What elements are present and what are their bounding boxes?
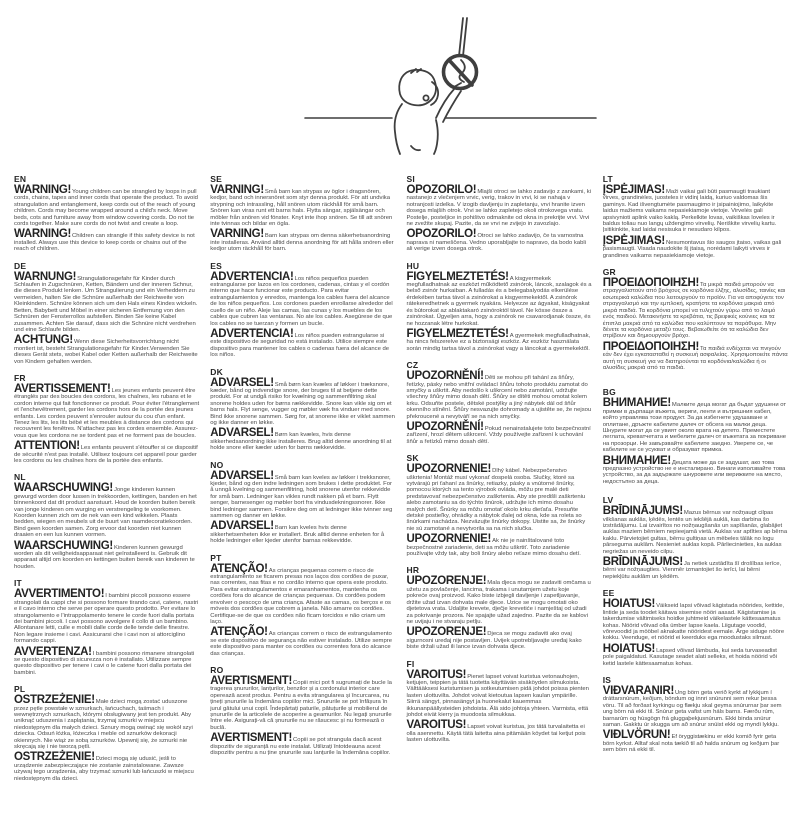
warning-body: Pienet lapset voivat kuristua vetonauhojen, ketjujen, teippien ja tätä tuotetta käyttävän sisäköyden silmukoista. Välttääksesi kuristumisen ja sotkeutumisen pidä johdot poissa pienten lasten ulottuvilta. Johdot voivat kietoutua lapsen kaulan ympärille. Siirrä sängyt, pinnasängyt ja huonekalut kauemmas ikkunanpäällysteiden johdoista. Älä sido johtoja yhteen. Varmista, että johdot eivät kierry ja muodosta silmukkaa. [406, 673, 589, 718]
warning-header: ВНИМАНИЕ! [602, 397, 671, 410]
warning-body: Maži vaikai gali būti pasmaugti traukiant virves, grandinėles, juosteles ir vidinį laidą, kuriuo valdomas šis gaminys. Kad išvengtumėte pasmaugimo ir įsipainiojimo, laikykite laidus mažiems vaikams nepasiekiamoje vietoje. Virvelės gali apsivynioti aplink vaiko kaklą. Perkelkite lovas, vaikiškas loveles ir baldus toliau nuo langų uždengimo virvelių. Neriškite virvelių kartu. Įsitikinkite, kad laidai nesisuka ir nesudaro kilpos. [602, 189, 777, 234]
lang-block-en [14, 174, 199, 253]
child-figure [395, 69, 461, 154]
warning-body: Mlajši otroci se lahko zadavijo z zankami, ki nastanejo z vlečenjem vrvic, verig, trakov in vrvi, ki se nahaja v notranjosti izdelka. V izogib davljenju in zapletanju, vrvi hranite izven dosega mlajših otrok. Vrvi se lahko zapletejo okoli otrokovega vratu. Postelje, posteljice in pohištvo odmaknite od okna in prekrijte vrvi. Vrvi ne zvežite skupaj. Pazite, da se vrvi ne zvijejo in zavozlajo. [406, 189, 591, 228]
warning-body: Barn kan kveles hvis denne sikkerhetsenheten ikke er installert. Bruk alltid denne enheten for å holde ledninger eller kjeder utenfor barnas rekkevidde. [210, 525, 385, 545]
lang-block-es [210, 261, 395, 359]
warning-paragraph [14, 184, 199, 228]
warning-body: Djeca se mogu zadaviti ako ovaj sigurnosni uređaj nije postavljen. Uvijek upotrebljavajte uređaj kako biste držali užad ili lance izvan dohvata djece. [406, 631, 582, 651]
warning-body: A gyermekek megfulladhatnak, ha nincs felszerelve ez a biztonsági eszköz. Az eszköz használata során mindig tartsa távol a zsinórokat vagy a láncokat a gyermekektől. [406, 332, 591, 352]
warning-paragraph [602, 397, 788, 454]
language-code: IT [14, 578, 22, 589]
language-code: SK [406, 453, 419, 464]
hazard-illustration [40, 16, 800, 156]
lang-block-is [603, 675, 788, 754]
lang-block-pt [210, 553, 395, 657]
lang-block-hr [407, 565, 592, 650]
warning-body: Ung börn geta verið kyrkt af lykkjum í dráttarsnúrum, keðjum, böndum og innri snúrunni sem rekur þessa vöru. Til að forðast kyrkingu og flækju skal geyma snúrurnar þar sem ung börn ná ekki til. Snúrur geta vafist um háls barns. Færðu rúm, barnarúm og húsgögn frá gluggaþekjusnúrum. Ekki binda snúrur saman. Gakktu úr skugga um að snúrur snúist ekki og myndi lykkju. [602, 689, 782, 728]
warning-header: UPOZORENJE! [406, 575, 487, 588]
warning-body: Dzieci mogą się udusić, jeśli to urządzenie zabezpieczające nie zostanie zainstalowane. Zawsze używaj tego urządzenia, aby trzymać sznurki lub łańcuszki w miejscu niedostępnym dla dzieci. [14, 756, 194, 782]
language-code: EE [602, 588, 615, 599]
warning-paragraph [14, 539, 199, 571]
language-code: FI [406, 658, 415, 669]
warning-paragraph [210, 327, 395, 359]
warning-body: Les enfants peuvent s'étouffer si ce dispositif de sécurité n'est pas installé. Utilisez toujours cet appareil pour garder les cordons ou les chaînes hors de la portée des enfants. [14, 445, 198, 464]
warning-body: Young children can be strangled by loops in pull cords, chains, tapes and inner cords that operate the product. To avoid strangulation and entanglement, keep cords out of the reach of young children. Cords may become wrapped around a child's neck. Move beds, cots and furniture away from window covering cords. Do not tie cords together. Make sure cords do not twist and create a loop. [14, 189, 198, 228]
warning-paragraph [406, 228, 592, 253]
warning-header: UPOZORNĚNÍ! [406, 370, 484, 383]
language-code: HU [406, 260, 420, 271]
warning-paragraph [210, 427, 395, 452]
language-code: IS [602, 674, 612, 685]
language-code: LV [602, 495, 614, 506]
warning-header: AVERTISMENT! [210, 732, 293, 745]
warning-paragraph [210, 626, 395, 657]
warning-body: Children can strangle if this safety device is not installed. Always use this device to keep cords or chains out of the reach of children. [14, 233, 195, 253]
warning-paragraph [14, 228, 199, 253]
warning-header: WARNUNG! [14, 270, 77, 283]
warning-paragraph [210, 520, 395, 545]
warning-header: AVVERTENZA! [14, 645, 92, 658]
lang-block-gr [603, 267, 788, 371]
warning-body: Lapsed võivad lämbuda, kui seda turvaseadist pole paigaldatud. Kasutage seadet alati selleks, et hoida nöörid või ketid lastele kättesaamatus kohas. [602, 647, 777, 667]
warning-paragraph [210, 562, 395, 626]
warning-paragraph [406, 626, 592, 651]
lang-block-sk [407, 453, 592, 557]
warning-header: BRĪDINĀJUMS! [602, 505, 683, 518]
warning-paragraph [210, 184, 395, 228]
warning-paragraph [602, 556, 788, 580]
column-3 [407, 174, 592, 790]
warning-header: VAROITUS! [406, 719, 467, 732]
warning-header: OPOZORILO! [406, 184, 477, 196]
warning-paragraph [406, 420, 592, 445]
lang-block-hu [407, 261, 592, 352]
warning-paragraph [210, 732, 395, 756]
warning-header: VARNING! [210, 184, 264, 196]
warning-body: As crianças pequenas correm o risco de estrangulamento se ficarem presas nos laços dos cordões de puxar, nas correntes, nas fitas e no cordão interno que opera este produto. Para evitar estrangulamentos e emaranhamentos, mantenha os cordões fora do alcance de crianças pequenas. Os cordões podem envolver o pescoço de uma criança. Afaste as camas, os berços e os móveis dos cordões que cobrem a janela. Não amarre os cordões. Certifique-se de que os cordões não ficam torcidos e não criam um laço. [210, 567, 391, 625]
warning-header: BRĪDINĀJUMS! [602, 556, 683, 569]
warning-body: As crianças correm o risco de estrangulamento se este dispositivo de segurança não estiver instalado. Utilize sempre este dispositivo para manter os cordões ou correntes fora do alcance das crianças. [210, 631, 392, 657]
warning-body: Децата може да се задушат, ако това предпазно устройство не е инсталирано. Винаги използвайте това устройство, за да задържате шнуровете или верижките на място, недостъпно за деца. [602, 459, 786, 485]
warning-paragraph [210, 674, 395, 731]
column-2 [210, 174, 395, 790]
warning-body: Nesumontavus šio saugos įtaiso, vaikas gali pasismaugti. Visada naudokite šį įtaisą, norėdami laikyti virves ir grandines vaikams nepasiekiamoje vietoje. [602, 239, 782, 259]
warning-header: UPOZORNENIE! [406, 533, 492, 546]
language-columns [0, 172, 800, 790]
warning-header: AVVERTIMENTO! [14, 588, 105, 601]
warning-paragraph [210, 376, 395, 427]
language-code: SI [406, 174, 415, 184]
lang-block-nl [14, 472, 199, 570]
warning-paragraph [14, 382, 200, 439]
warning-paragraph [602, 729, 788, 754]
warning-body: Wenn diese Sicherheitsvorrichtung nicht montiert ist, besteht Strangulationsgefahr für Kinder.Verwenden Sie dieses Gerät stets, wobei Kabel oder Ketten außerhalb der Reichweite von Kindern gehalten werden. [14, 339, 198, 365]
warning-body: Ak nie je nainštalované toto bezpečnostné zariadenie, deti sa môžu uškrtiť. Toto zariadenie používajte vždy tak, aby boli šnúry alebo reťaze mimo dosahu detí. [406, 538, 581, 558]
lang-block-it [14, 578, 199, 676]
warning-header: HOIATUS! [602, 598, 656, 611]
warning-header: HOIATUS! [602, 642, 656, 655]
warning-paragraph [14, 645, 199, 677]
warning-header: ADVARSEL! [210, 520, 274, 533]
warning-body: Ja netiek uzstādīta šī drošības ierīce, bērni var nožņaugties. Vienmēr izmantojiet šo ierīci, lai bērni nepiekļūtu auklām un ķēdēm. [602, 561, 782, 580]
warning-paragraph [602, 340, 788, 372]
warning-paragraph [602, 684, 788, 728]
warning-header: VIÐLVÖRUN! [602, 729, 671, 742]
warning-paragraph [210, 270, 395, 327]
warning-body: Ef öryggistækinu er ekki komið fyrir geta börn kyrkst. Alltaf skal nota tækið til að halda snúrum og keðjum þar sem börn ná ekki til. [602, 734, 780, 754]
warning-header: WAARSCHUWING! [14, 482, 113, 495]
warning-paragraph [602, 277, 788, 340]
warning-header: ΠΡΟΕΙΔΟΠΟΙΗΣΗ! [602, 277, 700, 290]
warning-header: VAROITUS! [406, 668, 467, 681]
language-code: RO [210, 664, 224, 675]
warning-paragraph [14, 482, 199, 539]
language-code: BG [602, 387, 616, 398]
warning-body: Kinderen kunnen gewurgd worden als dit veiligheidsapparaat niet geïnstalleerd is. Gebruik dit apparaat altijd om koorden en kettingen buiten bereik van kinderen te houden. [14, 544, 195, 570]
lang-block-cz [407, 360, 592, 445]
warning-paragraph [406, 270, 592, 327]
language-code: LT [602, 174, 613, 184]
language-code: CZ [406, 360, 419, 371]
warning-body: Små børn kan kvæles af løkker i træksnore, kæder, bånd og indvendige snore, der bruges til at betjene dette produkt. For at undgå risiko for kvælning og sammenfiltring skal snorene holdes uden for børns rækkevidde. Snore kan vikle sig om et barns hals. Flyt senge, vugger og møbler væk fra vinduer med snore. Bind ikke snorene sammen. Sørg for, at snorene ikke er viklet sammen og ikke danner en løkke. [210, 381, 395, 426]
lang-block-lv [603, 495, 788, 580]
warning-header: AVERTISMENT! [210, 674, 293, 687]
lang-block-ro [210, 665, 395, 756]
language-code: SE [210, 174, 222, 184]
warning-header: UPOZORNĚNÍ! [406, 420, 484, 433]
warning-header: ATENÇÃO! [210, 626, 268, 639]
warning-paragraph [406, 463, 592, 532]
warning-body: Děti se mohou při tahání za šňůry, řetízky, pásky nebo vnitřní ovládací šňůru tohoto produktu zamotat do smyčky a uškrtit. Aby nedošlo k uškrcení nebo zamotání, udržujte všechny šňůry mimo dosah dětí. Šňůry se dítěti mohou omotat kolem krku. Odsuňte postele, dětské postýlky a jiný nábytek dál od šňůr okenního stínění. Šňůry nesvazujte dohromady a ujistěte se, že nejsou překroucené a nevytváří se na nich smyčky. [406, 375, 592, 420]
warning-body: Strangulationsgefahr für Kinder durch Schlaufen in Zugschnüren, Ketten, Bändern und der inneren Schnur, die dieses Produkt lenken. Um Strangulierung und ein Verheddern zu vermeiden, halten Sie die Schnüre außerhalb der Reichweite von Kleinkindern. Schnüre können sich um den Hals eines Kindes wickeln. Betten, Babybett und Möbel in einer sicheren Entfernung von den Schnüren der Fensterrollos aufstellen. Binden Sie keine Kabel zusammen. Achten Sie darauf, dass sich die Schnüre nicht verdrehen und eine Schlaufe bilden. [14, 275, 198, 333]
warning-paragraph [210, 469, 395, 520]
warning-header: VIÐVARANIR! [602, 684, 674, 697]
warning-header: ADVARSEL! [210, 427, 274, 440]
column-1 [14, 174, 199, 790]
warning-header: WARNING! [14, 184, 72, 196]
warning-header: ADVARSEL! [210, 469, 274, 482]
warning-body: Mazus bērnus var nožņaugt cilpas vilkšanas auklās, ķēdēs, lentēs un iekšējā auklā, kas darbina šo izstrādājumu. Lai izvairītos no nožņaugšanās un sapīšanās, glabājiet auklas maziem bērniem nepieejamā vietā. Auklas var aptīties ap bērna kaklu. Pārvietojiet gultas, bērnu gultiņas un mēbeles tālāk no logu pārseguma auklām. Nesieniet auklas kopā. Pārliecinieties, ka auklas negriežas un neveido cilpu. [602, 510, 788, 555]
warning-body: I bambini piccoli possono essere strangolati da cappi che si possono formare tirando cavi, catene, nastri e il cavo interno che serve per operare questo prodotto. Per evitare lo strangolamento e l'intrappolamento tenere le corde fuori dalla portata dei bambini piccoli. I cavi possono avvolgere il collo di un bambino. Allontanare letti, culle e mobili dalle corde delle tende delle finestre. Non legare insieme i cavi. Assicurarsi che i cavi non si attorciglino formando cappi. [14, 593, 199, 645]
warning-header: ATTENTION! [14, 440, 80, 453]
warning-header: ĮSPĖJIMAS! [602, 184, 665, 196]
warning-paragraph [406, 533, 592, 558]
warning-paragraph [602, 234, 788, 259]
lang-block-no [210, 460, 395, 545]
language-code: FR [14, 372, 26, 383]
warning-header: ADVERTENCIA! [210, 327, 294, 340]
warning-header: ВНИМАНИЕ! [602, 454, 671, 467]
warning-header: WARNING! [14, 228, 72, 241]
warning-header: ΠΡΟΕΙΔΟΠΟΙΗΣΗ! [602, 340, 700, 353]
lang-block-fr [14, 373, 199, 464]
warning-header: ADVARSEL! [210, 376, 274, 389]
lang-block-fi [407, 659, 592, 744]
warning-body: Jonge kinderen kunnen gewurgd worden door lussen in trekkoorden, kettingen, banden en het binnenkoord dat dit product aanstuurt. Houd de koorden buiten bereik van jonge kinderen om wurging en verstrengeling te voorkomen. Koorden kunnen zich om de nek van een kind wikkelen. Plaats bedden, wiegen en meubels uit de buurt van raamdecoratiekoorden. Bind geen koorden samen. Zorg ervoor dat koorden niet kunnen draaien en een lus kunnen vormen. [14, 487, 197, 539]
warning-body: Los niños pueden estrangularse si este dispositivo de seguridad no está instalado. Utilice siempre este dispositivo para mantener los cables o cadenas fuera del alcance de los niños. [210, 332, 390, 359]
warning-body: Väikseid lapsi võivad kägistada nöörides, kettide, lintide ja seda toodet käitava sisemise nööri aasad. Kägistamise ja takerdumise vältimiseks hoidke juhtmeid väikelastele kättesaamatus kohas. Nöörid võivad olla ümber lapse kaela. Liigutage voodid, võrevoodid ja mööbel aknakatte nööridest eemale. Ärge siduge nööre kokku. Veenduge, et nöörid ei keerduks ega moodustaks silmust. [602, 603, 785, 642]
warning-header: FIGYELMEZTETÉS! [406, 270, 509, 283]
warning-body: Små barn kan kveles av løkker i trekksnorer, kjeder, bånd og den indre ledningen som brukes i dette produktet. For å unngå kvelning og sammenfiltring, hold snorene utenfor rekkevidde for små barn. Ledninger kan vikles rundt nakken på et barn. Flytt senger, barnesenger og møbler bort fra vindusdekningssnorer. Ikke bind ledninger sammen. Forsikre deg om at ledninger ikke tvinner seg sammen og danner en løkke. [210, 474, 393, 520]
warning-body: I bambini possono rimanere strangolati se questo dispositivo di sicurezza non è installato. Utilizzare sempre questo dispositivo per tenere i cavi o le catene fuori dalla portata dei bambini. [14, 650, 195, 676]
warning-paragraph [14, 334, 199, 365]
lang-block-bg [603, 387, 788, 485]
warning-paragraph [602, 642, 788, 667]
warning-paragraph [602, 184, 788, 234]
warning-header: FIGYELMEZTETÉS! [406, 327, 509, 340]
warning-header: VARNING! [210, 228, 264, 241]
language-code: EN [14, 174, 27, 184]
warning-paragraph [406, 668, 592, 719]
warning-body: Copiii mici pot fi sugrumați de bucle la tragerea șnururilor, lanțurilor, benzilor și a cordonului interior care operează acest produs. Pentru a evita strangularea și încurcarea, nu țineți șnururile la îndemâna copiilor mici. Șnururile se pot înfășura în jurul gâtului unui copil. Îndepărtați paturile, pătuțurile și mobilierul de șnururile de la articolele de acoperire a geamurilor. Nu legați șnururile între ele. Asigurați-vă că șnururile nu se răsucesc și nu formează o buclă. [210, 679, 392, 731]
warning-paragraph [406, 370, 592, 420]
warning-body: Dlhý kábel. Nebezpečenstvo uškrtenia! Montáž musí vykonať dospelá osoba. Slučky, ktoré sa vytvárajú pri ťahaní za šnúrky, retiazky, pásky a vnútorné šnúrky, pomocou ktorých sa tento výrobok ovláda, môžu pre malé deti predstavovať nebezpečenstvo zaškrtenia. Aby ste predišli zaškrteniu alebo zamotaniu sa do týchto šnúrok, udržujte ich mimo dosahu malých detí. Šnúrky sa môžu omotať okolo krku dieťaťa. Presuňte detské postieľky, ohrádky a nábytok ďalej od okna, kde sa roleta so šnúrkami nachádza. Nezväzujte šnúrky dokopy. Uistite sa, že šnúrky nie sú zamotané a nevytvorila sa na nich slučka. [406, 468, 586, 532]
warning-body: Børn kan kvæles, hvis denne sikkerhedsanordning ikke installeres. Brug altid denne anordning til at holde snore eller kæder uden for børns rækkevidde. [210, 432, 392, 452]
warning-body: Små barn kan strypas av öglor i dragsnören, kedjor, band och innersnöret som styr denna produkt. För att undvika strypning och intrassling, håll snören utom räckhåll för små barn. Snören kan viras runt ett barns hals. Flytta sängar, spjälsängar och möbler från snören vid fönster. Knyt inte ihop snören. Se till att snören inte tvinnas och bildar en ögla. [210, 189, 393, 228]
language-code: HR [406, 565, 420, 576]
lang-block-de [14, 261, 199, 365]
warning-header: OSTRZEŻENIE! [14, 694, 95, 707]
warning-header: OPOZORILO! [406, 228, 477, 241]
warning-paragraph [602, 454, 788, 486]
language-code: NO [210, 459, 224, 470]
language-code: ES [210, 260, 222, 271]
warning-paragraph [406, 575, 592, 625]
warning-paragraph [14, 588, 199, 645]
warning-body: Otroci se lahko zadavijo, če ta varnostna naprava ni nameščena. Vedno uporabljajte to napravo, da bodo kabli ali verige izven dosega otrok. [406, 233, 586, 253]
warning-header: ACHTUNG! [14, 334, 73, 347]
warning-header: UPOZORNENIE! [406, 463, 492, 476]
warning-body: Τα μικρά παιδιά μπορούν να στραγγαλιστούν από βρόχους σε κορδόνια έλξης, αλυσίδες, ταινίες και εσωτερικά καλώδια που λειτουργούν το προϊόν. Για να αποφύγετε τον στραγγαλισμό και την εμπλοκή, κρατήστε τα κορδόνια μακριά από μικρά παιδιά. Τα κορδόνια μπορεί να τυλιχτούν γύρω από το λαιμό ενός παιδιού. Μετακινήστε τα κρεβάτια, τις βρεφικές κούνιες και τα έπιπλα μακριά από τα καλώδια που καλύπτουν τα παράθυρα. Μην δένετε τα κορδόνια μεταξύ τους. Βεβαιωθείτε ότι τα καλώδια δεν στρίβουν και δημιουργούν βρόχο. [602, 282, 786, 340]
warning-body: Barn kan strypas om denna säkerhetsanordning inte installeras. Använd alltid denna anordning för att hålla snören eller kedjor utom räckhåll för barn. [210, 233, 394, 253]
warning-body: Los niños pequeños pueden estrangularse por lazos en los cordones, cadenas, cintas y el cordón interno que hace funcionar este producto. Para evitar estrangulamientos y enredos, mantenga los cables fuera del alcance de los niños pequeños. Los cordones pueden enrollarse alrededor del cuello de un niño. Aleje las camas, las cunas y los muebles de los cables que cubren las ventanas. No ate los cables. Asegúrese de que los cables no se tuerzan y formen un bucle. [210, 275, 393, 327]
warning-header: ĮSPĖJIMAS! [602, 234, 665, 247]
warning-header: UPOZORENJE! [406, 626, 487, 639]
warning-paragraph [14, 440, 199, 464]
warning-paragraph [210, 228, 395, 253]
language-code: DE [14, 260, 27, 271]
warning-body: Małe dzieci mogą zostać uduszone przez pętle powstałe w sznurkach, łańcuchach, taśmach i wewnętrznych sznurkach, którymi obsługiwany jest ten produkt. Aby uniknąć uduszenia i zaplątania, trzymaj sznurki w miejscu niedostępnym dla małych dzieci. Sznury mogą owinąć się wokół szyi dziecka. Odsuń łóżka, łóżeczka i meble od sznurków dekoracji okiennych. Nie wiąż ze sobą sznurków. Upewnij się, że sznurki nie skręcają się i nie tworzą pętli. [14, 699, 193, 750]
lang-block-ee [603, 588, 788, 667]
warning-header: WAARSCHUWING! [14, 539, 113, 552]
warning-body: Mala djeca mogu se zadaviti omčama u užetu za povlačenje, lancima, trakama i unutarnjem užetu koje pokreće ovaj proizvod. Kako biste izbjegli davljenje i zapetljavanje, držite užad izvan dohvata male djece. Uzice se mogu omotati oko djetetova vrata. Udaljite krevete, dječje krevetiće i namještaj od užadi za pokrivanje prozora. Ne spajajte užad zajedno. Pazite da se kablovi ne uvijaju i ne stvaraju petlju. [406, 580, 591, 625]
column-4 [603, 174, 788, 790]
lang-block-si [407, 174, 592, 253]
warning-header: ATENÇÃO! [210, 562, 268, 575]
warning-header: ADVERTENCIA! [210, 270, 294, 283]
warning-paragraph [406, 184, 592, 228]
warning-header: OSTRZEŻENIE! [14, 751, 95, 764]
warning-body: Copiii se pot strangula dacă acest dispozitiv de siguranță nu este instalat. Utilizați întotdeauna acest dispozitiv pentru a nu ține șnururile sau lanțurile la îndemâna copiilor. [210, 737, 391, 756]
warning-body: A kisgyermekek megfulladhatnak az eszközt működtető zsinórok, láncok, szalagok és a belső zsinór hurkaiban. A fulladás és a belegabalyodás elkerülése érdekében tartsa távol a zsinórokat a kisgyermekektől. A zsinórok rátekeredhetnek a gyermek nyakára. Helyezze az ágyakat, kiságyakat és bútorokat az ablaktakaró zsinóroktól távol. Ne kösse össze a zsinórokat. Ügyeljen arra, hogy a zsinórok ne csavarodjanak össze, és ne hozzanak létre hurkokat. [406, 275, 592, 327]
language-code: DK [210, 366, 223, 377]
warning-header: AVERTISSEMENT! [14, 382, 111, 395]
warning-paragraph [406, 327, 592, 352]
language-code: NL [14, 472, 26, 483]
warning-paragraph [14, 270, 199, 334]
warning-paragraph [602, 598, 788, 642]
lang-block-lt [603, 174, 788, 259]
warning-body: Τα παιδιά ενδέχεται να πνιγούν εάν δεν έχει εγκατασταθεί η συσκευή ασφαλείας. Χρησιμοποιείτε πάντα αυτή τη συσκευή για να διατηρούνται τα κορδόνια/καλώδια ή οι αλυσίδες μακριά από τα παιδιά. [602, 345, 788, 371]
lang-block-pl [14, 684, 199, 782]
language-code: PT [210, 552, 222, 563]
warning-body: Les jeunes enfants peuvent être étranglés par des boucles des cordons, les chaînes, les rubans et le cordon interne qui fait fonctionner ce produit. Pour éviter l'étranglement et l'enchevêtrement, garder les cordons hors de la portée des jeunes enfants. Les cordes peuvent s'enrouler autour du cou d'un enfant. Tenez les lits, les lits bébé et les meubles à distance des cordons qui recouvrent les fenêtres. N'attachez pas les cordes ensemble. Assurez-vous que les cordons ne se tordent pas et ne forment pas de boucles. [14, 387, 200, 439]
lang-block-dk [210, 367, 395, 452]
warning-paragraph [14, 694, 199, 750]
warning-paragraph [406, 719, 592, 744]
language-code: GR [602, 267, 616, 278]
language-code: PL [14, 684, 26, 695]
warning-body: Lapset voivat kuristua, jos tätä turvalaitetta ei olla asennettu. Käytä tätä laitetta aina pitämään köydet tai ketjut pois lasten ulottuvilta. [406, 724, 586, 744]
warning-paragraph [14, 751, 199, 782]
warning-paragraph [602, 505, 788, 555]
warning-body: Pokud nenainstalujete toto bezpečnostní zařízení, hrozí dětem uškrcení. Vždy používejte zařízení k uchování šňůr a řetízků mimo dosah dětí. [406, 425, 591, 445]
lang-block-se [210, 174, 395, 253]
warning-body: Малките деца могат да бъдат удушени от примки в дърпащи въжета, вериги, ленти и вътрешния кабел, който управлява този продукт. За да избегнете удушаване и оплитане, дръжте кабелите далеч от обсега на малки деца. Шнурите могат да се увият около врата на детето. Преместете леглата, креватчетата и мебелите далеч от въжетата за покриване на прозорци. Не завързвайте кабелите заедно. Уверете се, че кабелите не се усукват и образуват примка. [602, 402, 787, 454]
